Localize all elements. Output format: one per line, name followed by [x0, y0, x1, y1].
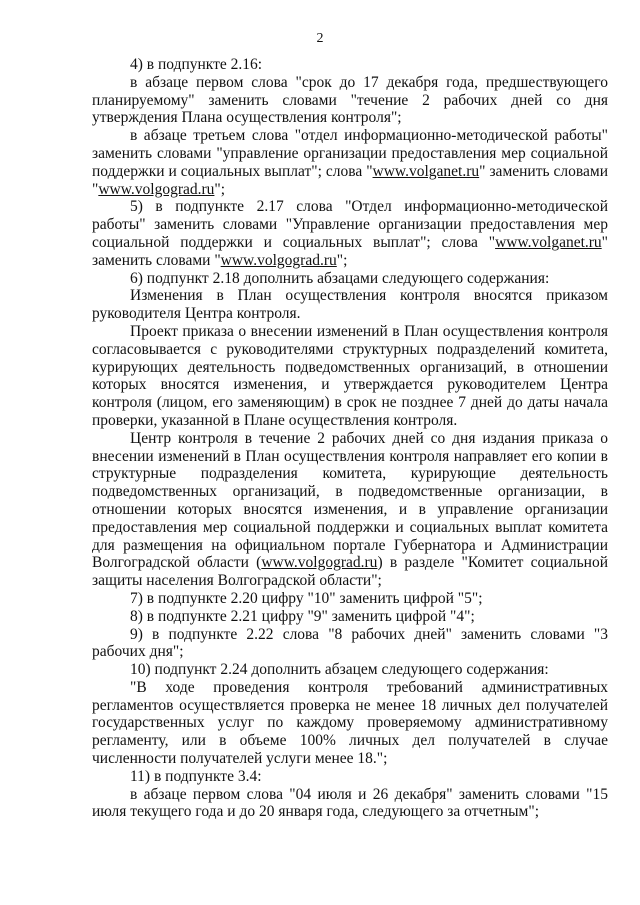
- paragraph-text: " заменить словами ": [92, 233, 608, 269]
- paragraph-text: Центр контроля в течение 2 рабочих дней со дня издания приказа о внесении изменений в План осуществления контроля направляет его копии в структурные подразделения комитета, курирующие деятельность подведомственных организаций, в подведомственные организации, в отношении которых вносятся изменения, и в управление организации предоставления мер социальной поддержки и социальных выплат комитета для размещения на официальном портале Губернатора и Администрации Волгоградской области (: [92, 429, 608, 572]
- paragraph: [92, 626, 608, 662]
- paragraph: [92, 74, 608, 127]
- paragraph: [92, 679, 608, 768]
- paragraph: [92, 608, 608, 626]
- paragraph: [92, 590, 608, 608]
- paragraph-text: в абзаце первом слова "срок до 17 декабря года, предшествующего планируемому" заменить словами "течение 2 рабочих дней со дня утверждения Плана осуществления контроля";: [92, 73, 608, 127]
- paragraph: [92, 768, 608, 786]
- url-link[interactable]: www.volgograd.ru: [220, 251, 337, 269]
- paragraph-text: 11) в подпункте 3.4:: [130, 767, 262, 785]
- paragraph: [92, 56, 608, 74]
- paragraph: [92, 430, 608, 590]
- paragraph-text: " заменить словами ": [92, 162, 608, 198]
- paragraph: [92, 198, 608, 269]
- paragraph-text: Проект приказа о внесении изменений в План осуществления контроля согласовывается с руководителями структурных подразделений комитета, курирующих деятельность подведомственных организаций, в отношении которых вносятся изменения, и утверждается руководителем Центра контроля (лицом, его заменяющим) в срок не позднее 7 дней до даты начала проверки, указанной в Плане осуществления контроля.: [92, 322, 608, 429]
- paragraph: [92, 786, 608, 822]
- paragraph-text: в абзаце первом слова "04 июля и 26 декабря" заменить словами "15 июля текущего года и до 20 января года, следующего за отчетным";: [92, 785, 608, 821]
- paragraph-text: ) в разделе "Комитет социальной защиты населения Волгоградской области";: [92, 554, 608, 590]
- page-number: 2: [316, 31, 324, 46]
- paragraph-text: 7) в подпункте 2.20 цифру "10" заменить цифрой "5";: [130, 589, 483, 607]
- paragraph-text: Изменения в План осуществления контроля вносятся приказом руководителя Центра контроля.: [92, 287, 608, 323]
- paragraph-text: 5) в подпункте 2.17 слова "Отдел информационно-методической работы" заменить словами "Управление организации предоставления мер социальной поддержки и социальных выплат"; слова ": [92, 198, 608, 251]
- url-link[interactable]: www.volganet.ru: [495, 233, 602, 251]
- paragraph-text: 9) в подпункте 2.22 слова "8 рабочих дней" заменить словами "3 рабочих дня";: [92, 625, 608, 661]
- paragraph-text: ";: [214, 180, 226, 198]
- paragraph-text: в абзаце третьем слова "отдел информационно-методической работы" заменить словами "управление организации предоставления мер социальной поддержки и социальных выплат"; слова ": [92, 127, 608, 180]
- paragraph-text: 8) в подпункте 2.21 цифру "9" заменить цифрой "4";: [130, 607, 475, 625]
- paragraph: [92, 661, 608, 679]
- paragraph-text: 10) подпункт 2.24 дополнить абзацем следующего содержания:: [130, 661, 549, 679]
- paragraph: [92, 127, 608, 198]
- paragraph: [92, 323, 608, 430]
- paragraph-text: 6) подпункт 2.18 дополнить абзацами следующего содержания:: [130, 269, 550, 287]
- document-body: [92, 56, 608, 821]
- paragraph-text: 4) в подпункте 2.16:: [130, 56, 263, 73]
- paragraph: [92, 270, 608, 288]
- url-link[interactable]: www.volganet.ru: [372, 162, 480, 180]
- url-link[interactable]: www.volgograd.ru: [261, 554, 378, 572]
- paragraph-text: ";: [336, 251, 348, 269]
- paragraph: [92, 287, 608, 323]
- paragraph-text: "В ходе проведения контроля требований административных регламентов осуществляется проверка не менее 18 личных дел получателей государственных услуг по каждому проверяемому административному регламенту, или в объеме 100% личных дел получателей в случае численности получателей услуги менее 18.";: [92, 678, 608, 768]
- url-link[interactable]: www.volgograd.ru: [98, 180, 215, 198]
